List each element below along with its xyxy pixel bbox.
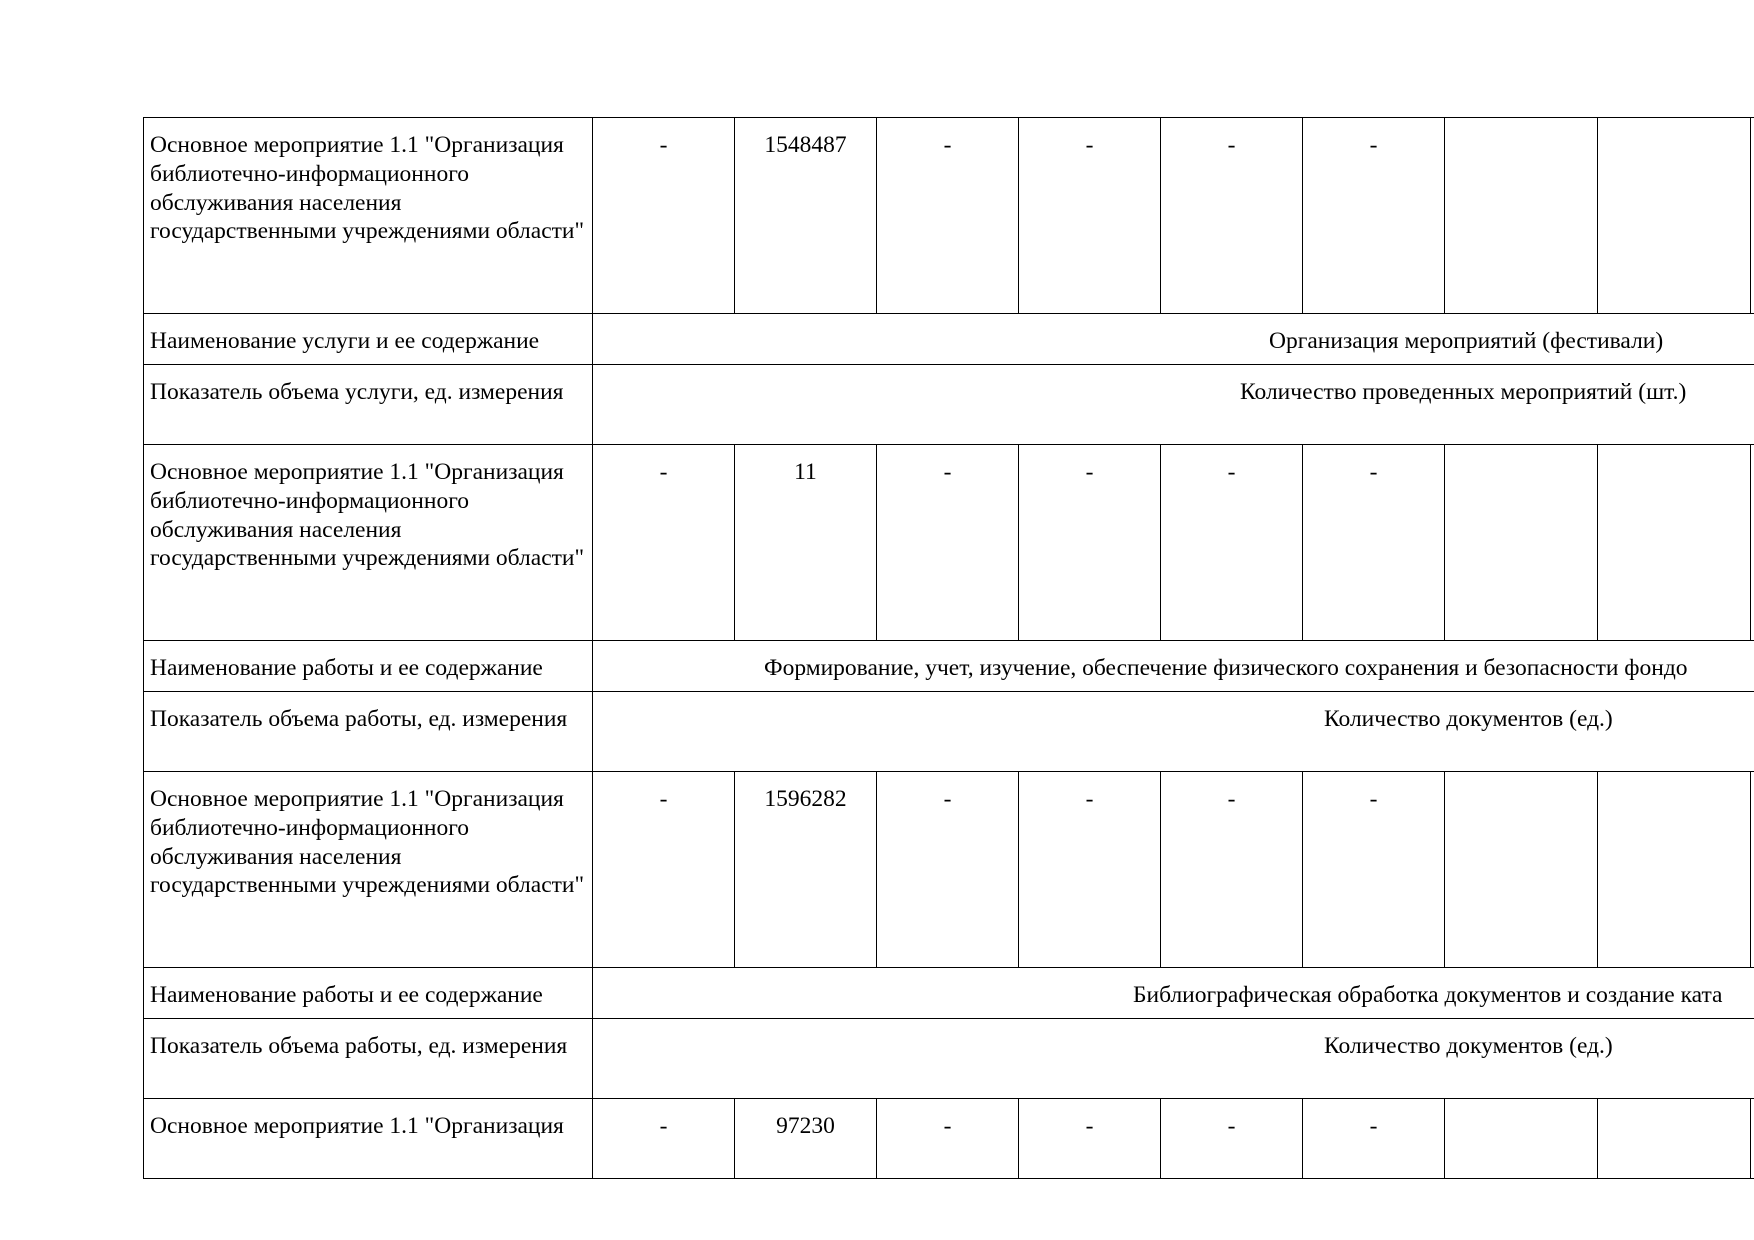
activity-label: Основное мероприятие 1.1 "Организация <box>144 1099 593 1179</box>
table-row <box>144 445 1754 641</box>
row-label: Показатель объема работы, ед. измерения <box>144 692 593 772</box>
volume-indicator-cell <box>593 692 1754 772</box>
value-cell: 1596282 <box>735 772 877 968</box>
value-cell <box>1598 1099 1751 1179</box>
value-cell <box>1598 118 1751 314</box>
value-cell: 1548487 <box>735 118 877 314</box>
value-cell: - <box>1303 772 1445 968</box>
table-row <box>144 314 1754 365</box>
volume-indicator-cell <box>593 1019 1754 1099</box>
volume-indicator-text: Количество проведенных мероприятий (шт.) <box>1240 379 1687 405</box>
value-cell <box>1751 772 1754 968</box>
row-label: Показатель объема работы, ед. измерения <box>144 1019 593 1099</box>
value-cell: - <box>1161 118 1303 314</box>
value-cell: - <box>593 118 735 314</box>
value-cell: - <box>1019 445 1161 641</box>
service-name-cell <box>593 314 1754 365</box>
table-row <box>144 968 1754 1019</box>
work-name-cell <box>593 641 1754 692</box>
value-cell <box>1751 445 1754 641</box>
value-cell <box>1445 772 1598 968</box>
value-cell: - <box>877 445 1019 641</box>
table-row <box>144 1019 1754 1099</box>
value-cell <box>1751 118 1754 314</box>
activity-label: Основное мероприятие 1.1 "Организация библиотечно-информационного обслуживания населения государственными учреждениями области" <box>144 118 593 314</box>
value-cell: - <box>1019 118 1161 314</box>
value-cell <box>1751 1099 1754 1179</box>
row-label: Наименование работы и ее содержание <box>144 641 593 692</box>
value-cell: - <box>1303 118 1445 314</box>
value-cell: - <box>877 118 1019 314</box>
value-cell: - <box>1161 772 1303 968</box>
work-name-text: Библиографическая обработка документов и создание ката <box>1133 982 1723 1008</box>
value-cell: - <box>1161 445 1303 641</box>
value-cell <box>1445 118 1598 314</box>
indicator-table <box>143 117 1754 1179</box>
volume-indicator-text: Количество документов (ед.) <box>1324 1033 1613 1059</box>
value-cell: - <box>877 772 1019 968</box>
work-name-text: Формирование, учет, изучение, обеспечение физического сохранения и безопасности фондо <box>764 655 1688 681</box>
volume-indicator-cell <box>593 365 1754 445</box>
table-row <box>144 1099 1754 1179</box>
table-row <box>144 772 1754 968</box>
row-label: Наименование работы и ее содержание <box>144 968 593 1019</box>
activity-label: Основное мероприятие 1.1 "Организация библиотечно-информационного обслуживания населения государственными учреждениями области" <box>144 445 593 641</box>
value-cell <box>1598 772 1751 968</box>
value-cell: - <box>593 1099 735 1179</box>
value-cell: - <box>877 1099 1019 1179</box>
work-name-cell <box>593 968 1754 1019</box>
value-cell: - <box>1019 1099 1161 1179</box>
table-row <box>144 692 1754 772</box>
value-cell <box>1598 445 1751 641</box>
value-cell: - <box>1303 1099 1445 1179</box>
service-name-text: Организация мероприятий (фестивали) <box>1269 328 1664 354</box>
activity-label: Основное мероприятие 1.1 "Организация библиотечно-информационного обслуживания населения государственными учреждениями области" <box>144 772 593 968</box>
volume-indicator-text: Количество документов (ед.) <box>1324 706 1613 732</box>
table-row <box>144 118 1754 314</box>
row-label: Наименование услуги и ее содержание <box>144 314 593 365</box>
value-cell <box>1445 445 1598 641</box>
value-cell: - <box>593 772 735 968</box>
value-cell: 97230 <box>735 1099 877 1179</box>
table-row <box>144 365 1754 445</box>
row-label: Показатель объема услуги, ед. измерения <box>144 365 593 445</box>
value-cell <box>1445 1099 1598 1179</box>
value-cell: - <box>1019 772 1161 968</box>
value-cell: - <box>1161 1099 1303 1179</box>
value-cell: 11 <box>735 445 877 641</box>
value-cell: - <box>1303 445 1445 641</box>
value-cell: - <box>593 445 735 641</box>
table-row <box>144 641 1754 692</box>
